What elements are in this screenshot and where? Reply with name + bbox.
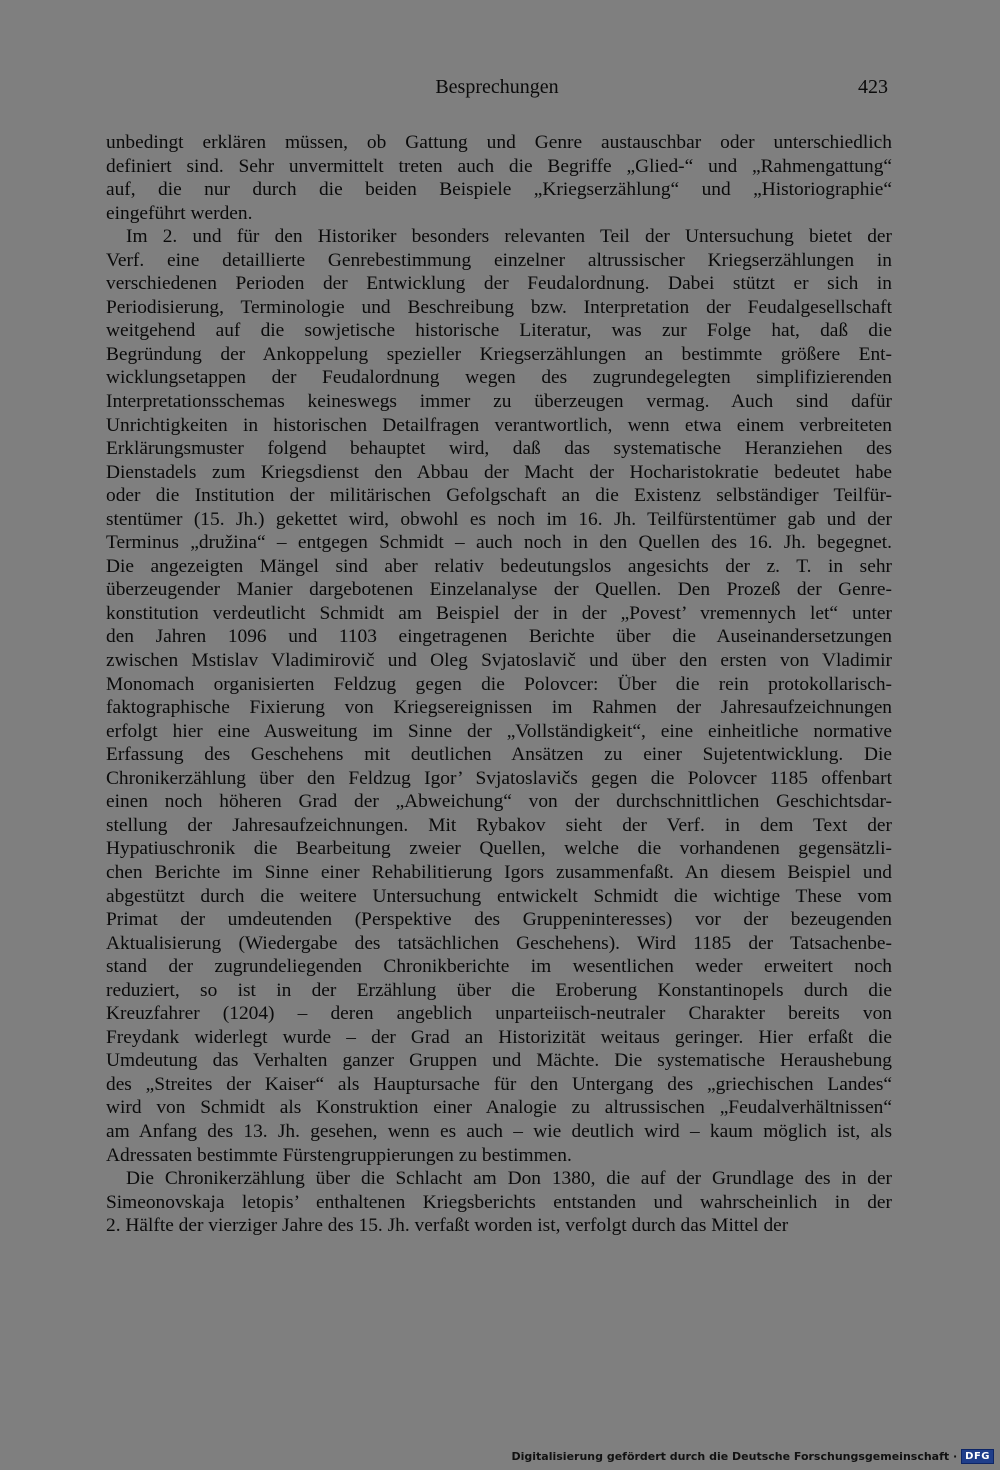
text-line: Simeonovskaja letopis’ enthaltenen Kriegsberichts entstanden und wahrscheinlich in der [106,1191,892,1213]
text-line: erfolgt hier eine Ausweitung im Sinne der „Vollständigkeit“, eine einheitliche normative [106,720,892,742]
running-head: Besprechungen [435,76,559,98]
text-line: Interpretationsschemas keineswegs immer zu überzeugen vermag. Auch sind dafür [106,391,892,413]
body-text [106,131,892,1238]
text-line: konstitution verdeutlicht Schmidt am Beispiel der in der „Povest’ vremennych let“ unter [106,602,892,624]
text-line: des „Streites der Kaiser“ als Hauptursache für den Untergang des „griechischen Landes“ [106,1073,892,1095]
text-line: Chronikerzählung über den Feldzug Igor’ Svjatoslavičs gegen die Polovcer 1185 offenbart [106,767,892,789]
text-line: Verf. eine detaillierte Genrebestimmung einzelner altrussischer Kriegserzählungen in [106,249,892,271]
text-line: Primat der umdeutenden (Perspektive des Gruppeninteresses) vor der bezeugenden [106,909,892,931]
text-line: Adressaten bestimmte Fürstengruppierungen zu bestimmen. [106,1144,572,1166]
page-number: 423 [858,76,888,98]
text-line: stentümer (15. Jh.) gekettet wird, obwohl es noch im 16. Jh. Teilfürstentümer gab und der [106,508,892,530]
text-line: wird von Schmidt als Konstruktion einer Analogie zu altrussischen „Feudalverhältnissen“ [106,1097,892,1119]
text-line: Kreuzfahrer (1204) – deren angeblich unparteiisch-neutraler Charakter bereits von [106,1003,892,1025]
page-header [106,76,888,104]
text-line: Terminus „družina“ – entgegen Schmidt – auch noch in den Quellen des 16. Jh. begegnet. [106,532,892,554]
text-line: Unrichtigkeiten in historischen Detailfragen verantwortlich, wenn etwa einem verbreiteten [106,414,892,436]
text-line: auf, die nur durch die beiden Beispiele „Kriegserzählung“ und „Historiographie“ [106,179,892,201]
text-line: den Jahren 1096 und 1103 eingetragenen Berichte über die Auseinandersetzungen [106,626,892,648]
text-line: Die angezeigten Mängel sind aber relativ bedeutungslos angesichts der z. T. in sehr [106,555,892,577]
text-line: zwischen Mstislav Vladimirovič und Oleg Svjatoslavič und über den ersten von Vladimir [106,650,892,672]
text-line: Erklärungsmuster folgend behauptet wird, daß das systematische Heranziehen des [106,438,892,460]
text-line: Umdeutung das Verhalten ganzer Gruppen und Mächte. Die systematische Heraushebung [106,1050,892,1072]
text-line: überzeugender Manier dargebotenen Einzelanalyse der Quellen. Den Prozeß der Genre- [106,579,892,601]
text-line: Hypatiuschronik die Bearbeitung zweier Quellen, welche die vorhandenen gegensätzli- [106,838,892,860]
text-line: reduziert, so ist in der Erzählung über die Eroberung Konstantinopels durch die [106,979,892,1001]
text-line: Aktualisierung (Wiedergabe des tatsächlichen Geschehens). Wird 1185 der Tatsachenbe- [106,932,892,954]
text-line: Begründung der Ankoppelung spezieller Kriegserzählungen an bestimmte größere Ent- [106,343,892,365]
text-line: weitgehend auf die sowjetische historische Literatur, was zur Folge hat, daß die [106,320,892,342]
text-line: am Anfang des 13. Jh. gesehen, wenn es auch – wie deutlich wird – kaum möglich ist, als [106,1120,892,1142]
text-line: unbedingt erklären müssen, ob Gattung und Genre austauschbar oder unterschiedlich [106,132,892,153]
text-line: faktographische Fixierung von Kriegsereignissen im Rahmen der Jahresaufzeichnungen [106,697,892,719]
text-line: Die Chronikerzählung über die Schlacht am Don 1380, die auf der Grundlage des in der [126,1168,892,1190]
text-line: definiert sind. Sehr unvermittelt treten auch die Begriffe „Glied-“ und „Rahmengattung“ [106,155,892,177]
text-line: stand der zugrundeliegenden Chronikberichte im wesentlichen weder erweitert noch [106,956,892,978]
text-line: oder die Institution der militärischen Gefolgschaft an die Existenz selbständiger Teilfür- [106,485,892,507]
text-line: einen noch höheren Grad der „Abweichung“ von der durchschnittlichen Geschichtsdar- [106,791,892,813]
text-line: Erfassung des Geschehens mit deutlichen Ansätzen zu einer Sujetentwicklung. Die [106,744,892,766]
text-line: Periodisierung, Terminologie und Beschreibung bzw. Interpretation der Feudalgesellschaft [106,296,892,318]
digitization-footer [0,1447,994,1465]
footer-credit: Digitalisierung gefördert durch die Deutsche Forschungsgemeinschaft · [511,1449,958,1463]
text-line: abgestützt durch die weitere Untersuchung entwickelt Schmidt die wichtige These vom [106,885,892,907]
text-line: Im 2. und für den Historiker besonders relevanten Teil der Untersuchung bietet der [126,226,892,248]
text-line: wicklungsetappen der Feudalordnung wegen des zugrundegelegten simplifizierenden [106,367,892,389]
text-line: eingeführt werden. [106,202,253,224]
text-line: verschiedenen Perioden der Entwicklung der Feudalordnung. Dabei stützt er sich in [106,273,892,295]
text-line: Monomach organisierten Feldzug gegen die Polovcer: Über die rein protokollarisch- [106,673,892,695]
text-line: chen Berichte im Sinne einer Rehabilitierung Igors zusammenfaßt. An diesem Beispiel und [106,861,892,883]
text-line: stellung der Jahresaufzeichnungen. Mit Rybakov sieht der Verf. in dem Text der [106,814,892,836]
text-line: 2. Hälfte der vierziger Jahre des 15. Jh. verfaßt worden ist, verfolgt durch das Mittel der [106,1215,789,1237]
text-line: Freydank widerlegt wurde – der Grad an Historizität weitaus geringer. Hier erfaßt die [106,1026,892,1048]
text-line: Dienstadels zum Kriegsdienst den Abbau der Macht der Hocharistokratie bedeutet habe [106,461,892,483]
dfg-logo: DFG [961,1449,994,1464]
